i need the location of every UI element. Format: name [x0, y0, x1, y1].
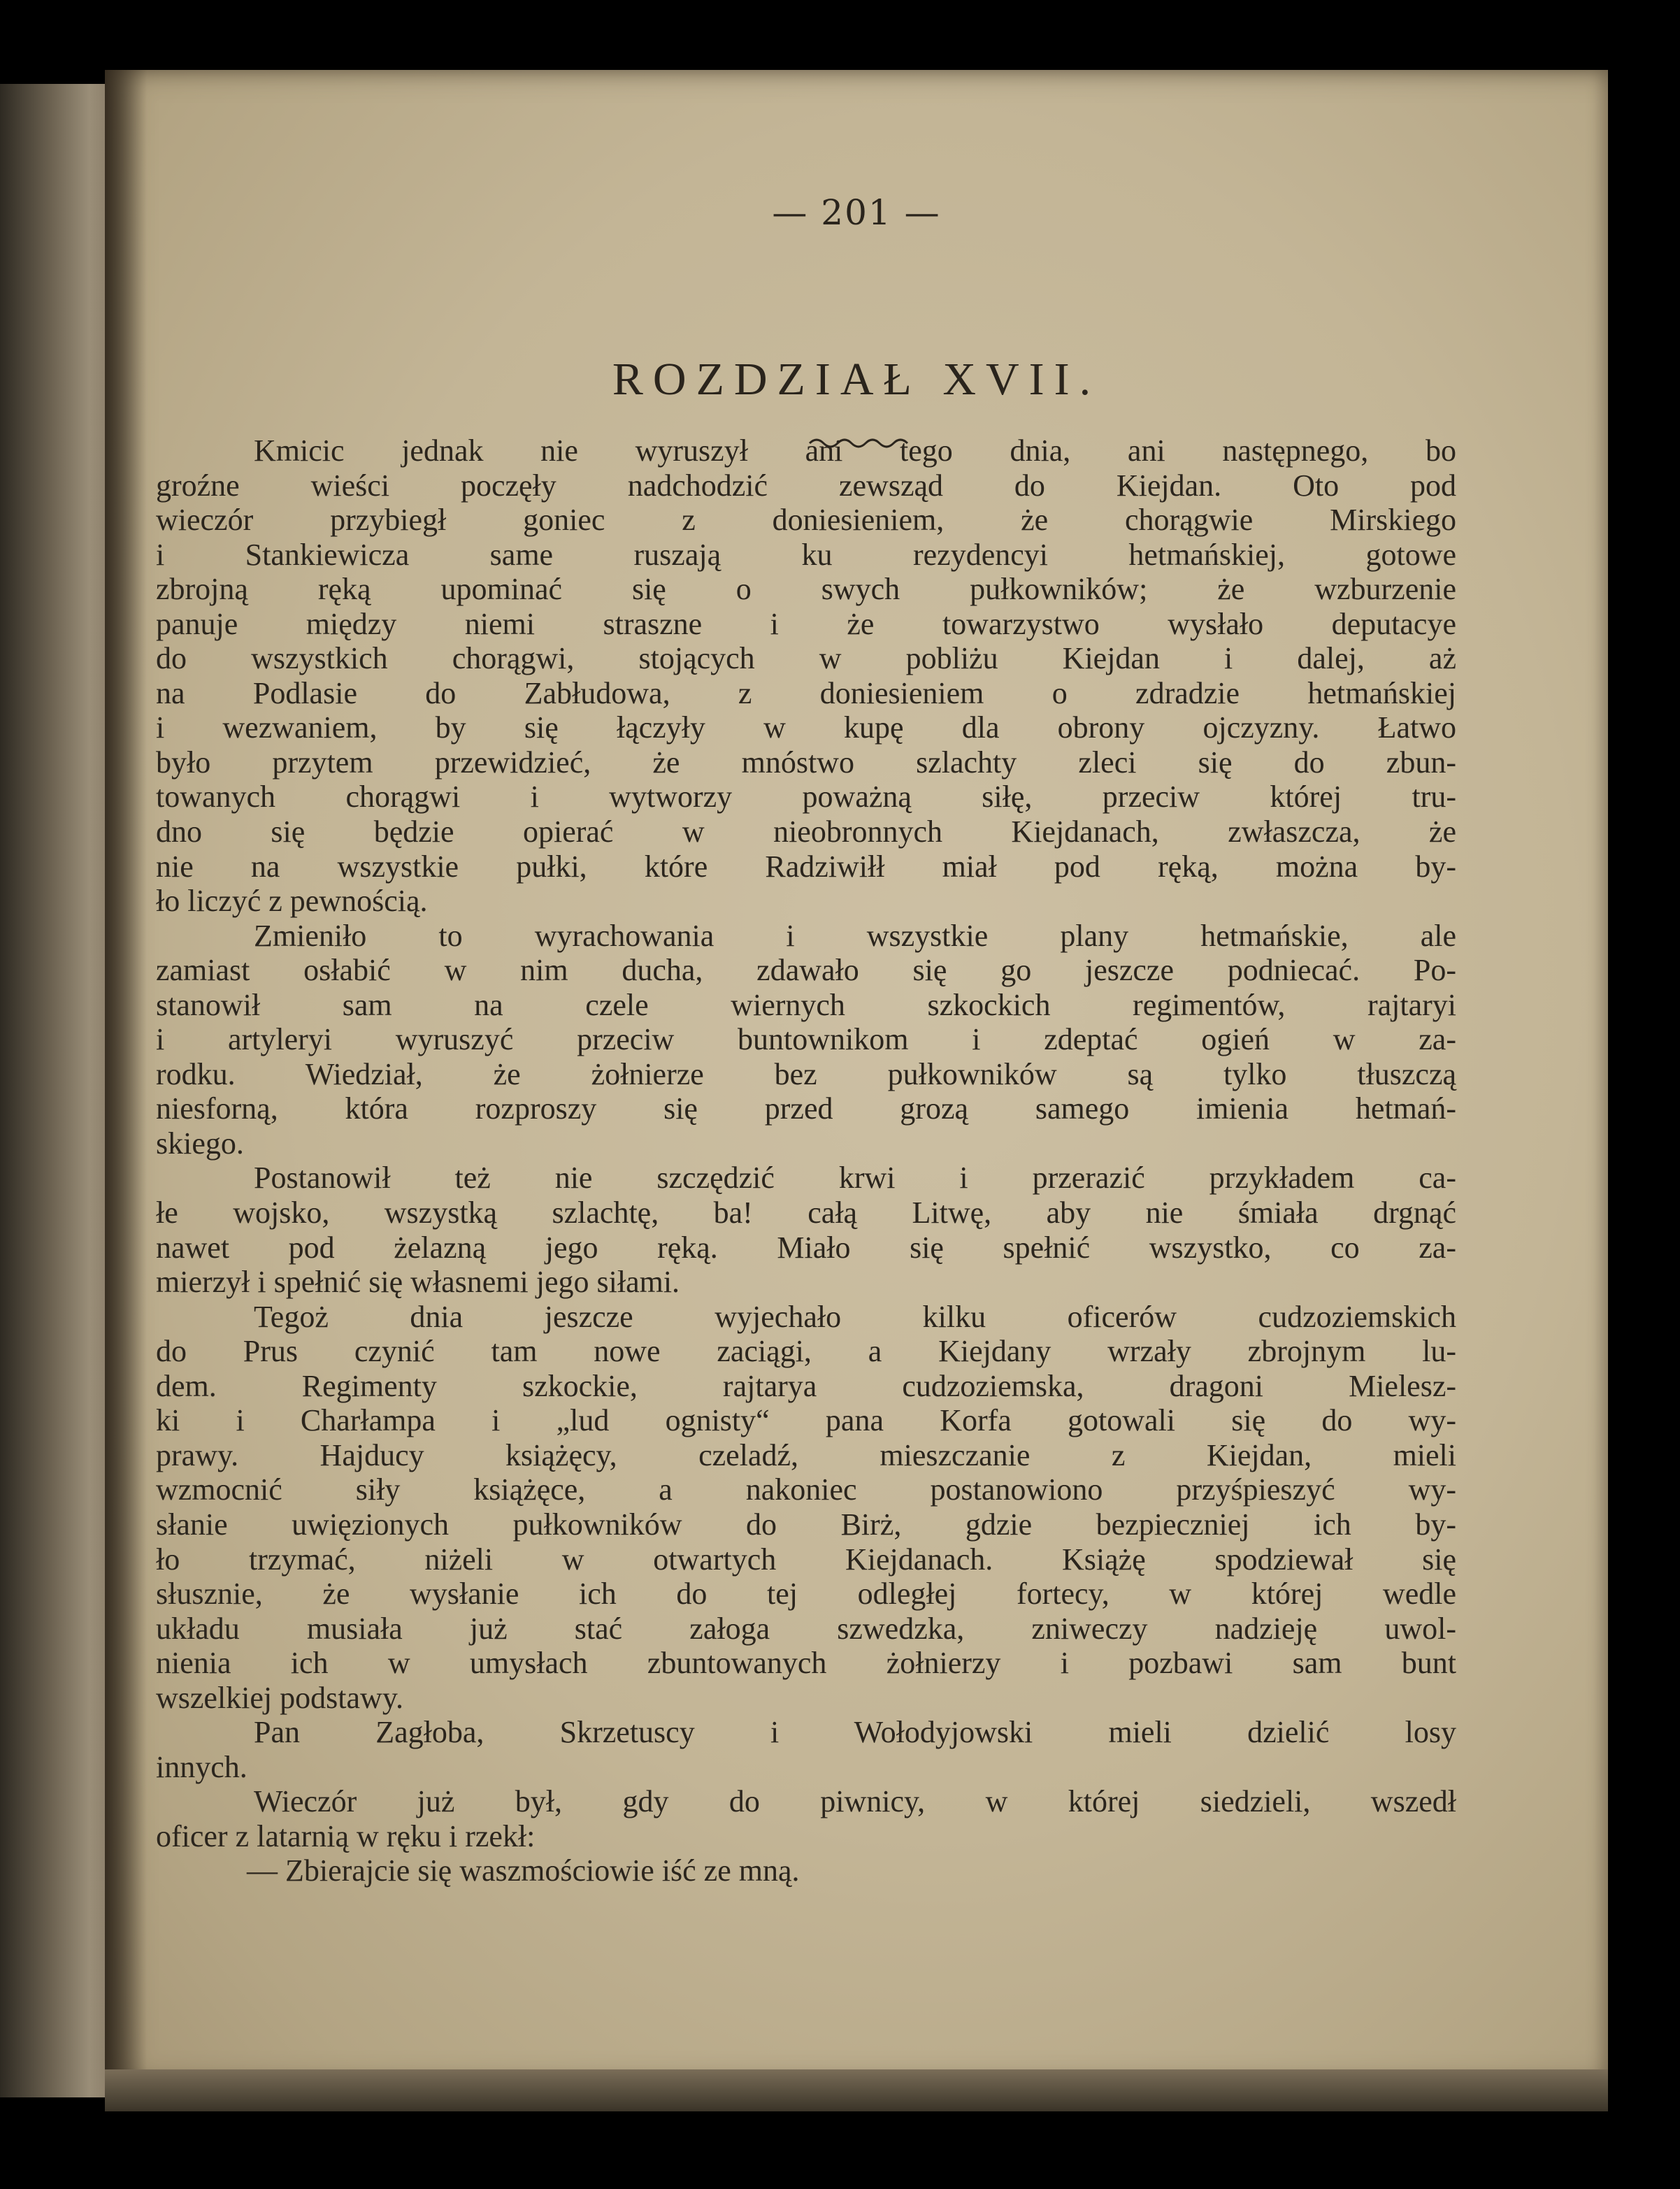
text-line: do Prus czynić tam nowe zaciągi, a Kiejdany wrzały zbrojnym lu-: [156, 1334, 1456, 1369]
text-line: Kmicic jednak nie wyruszył ani tego dnia, ani następnego, bo: [254, 433, 1456, 468]
text-line: na Podlasie do Zabłudowa, z doniesieniem o zdradzie hetmańskiej: [156, 675, 1456, 710]
text-line: ło trzymać, niżeli w otwartych Kiejdanach. Książę spodziewał się: [156, 1542, 1456, 1577]
text-line: Zmieniło to wyrachowania i wszystkie plany hetmańskie, ale: [254, 918, 1456, 953]
text-line: ki i Charłampa i „lud ognisty“ pana Korfa gotowali się do wy-: [156, 1403, 1456, 1438]
text-line: Pan Zagłoba, Skrzetuscy i Wołodyjowski mieli dzielić losy: [254, 1715, 1456, 1750]
text-line: do wszystkich chorągwi, stojących w pobliżu Kiejdan i dalej, aż: [156, 641, 1456, 676]
text-line: dno się będzie opierać w nieobronnych Kiejdanach, zwłaszcza, że: [156, 814, 1456, 849]
text-line: innych.: [156, 1749, 247, 1784]
text-line: nie na wszystkie pułki, które Radziwiłł miał pod ręką, można by-: [156, 849, 1456, 884]
chapter-title: ROZDZIAŁ XVII.: [612, 354, 1101, 405]
text-line: skiego.: [156, 1126, 244, 1161]
text-line: Wieczór już był, gdy do piwnicy, w której siedzieli, wszedł: [254, 1784, 1456, 1819]
text-line: zbrojną ręką upominać się o swych pułkowników; że wzburzenie: [156, 572, 1456, 607]
text-line: wieczór przybiegł goniec z doniesieniem, że chorągwie Mirskiego: [156, 503, 1456, 538]
text-line: ło liczyć z pewnością.: [156, 884, 428, 919]
text-line: i wezwaniem, by się łączyły w kupę dla obrony ojczyzny. Łatwo: [156, 710, 1456, 745]
text-line: układu musiała już stać załoga szwedzka, zniweczy nadzieję uwol-: [156, 1611, 1456, 1646]
previous-page-edge: [0, 84, 112, 2097]
body-text: [156, 433, 1456, 1888]
text-line: Tegoż dnia jeszcze wyjechało kilku oficerów cudzoziemskich: [254, 1299, 1456, 1334]
text-line: wszelkiej podstawy.: [156, 1680, 403, 1715]
text-line: Postanowił też nie szczędzić krwi i przerazić przykładem ca-: [254, 1161, 1456, 1196]
text-line: łe wojsko, wszystką szlachtę, ba! całą Litwę, aby nie śmiała drgnąć: [156, 1196, 1456, 1230]
text-line: słanie uwięzionych pułkowników do Birż, gdzie bezpieczniej ich by-: [156, 1507, 1456, 1542]
page-number: — 201 —: [772, 192, 941, 233]
text-line: nawet pod żelazną jego ręką. Miało się spełnić wszystko, co za-: [156, 1230, 1456, 1265]
text-line: i Stankiewicza same ruszają ku rezydencyi hetmańskiej, gotowe: [156, 537, 1456, 572]
text-line: towanych chorągwi i wytworzy poważną siłę, przeciw której tru-: [156, 780, 1456, 814]
text-line: prawy. Hajducy książęcy, czeladź, mieszczanie z Kiejdan, mieli: [156, 1437, 1456, 1472]
text-line: nienia ich w umysłach zbuntowanych żołnierzy i pozbawi sam bunt: [156, 1646, 1456, 1681]
text-line: mierzył i spełnić się własnemi jego siłami.: [156, 1265, 680, 1300]
text-line: stanowił sam na czele wiernych szkockich regimentów, rajtaryi: [156, 987, 1456, 1022]
text-line: groźne wieści poczęły nadchodzić zewsząd do Kiejdan. Oto pod: [156, 468, 1456, 503]
text-line: oficer z latarnią w ręku i rzekł:: [156, 1818, 536, 1853]
text-line: było przytem przewidzieć, że mnóstwo szlachty zleci się do zbun-: [156, 745, 1456, 780]
text-line: niesforną, która rozproszy się przed grozą samego imienia hetmań-: [156, 1091, 1456, 1126]
text-line: zamiast osłabić w nim ducha, zdawało się go jeszcze podniecać. Po-: [156, 953, 1456, 988]
text-line: słusznie, że wysłanie ich do tej odległej fortecy, w której wedle: [156, 1577, 1456, 1612]
text-line: panuje między niemi straszne i że towarzystwo wysłało deputacye: [156, 606, 1456, 641]
text-line: rodku. Wiedział, że żołnierze bez pułkowników są tylko tłuszczą: [156, 1056, 1456, 1091]
text-line: dem. Regimenty szkockie, rajtarya cudzoziemska, dragoni Mielesz-: [156, 1368, 1456, 1403]
text-line: — Zbierajcie się waszmościowie iść ze mną.: [247, 1853, 800, 1888]
text-line: wzmocnić siły książęce, a nakoniec postanowiono przyśpieszyć wy-: [156, 1472, 1456, 1507]
page-bottom-edge: [105, 2069, 1608, 2111]
text-line: i artyleryi wyruszyć przeciw buntownikom i zdeptać ogień w za-: [156, 1022, 1456, 1057]
